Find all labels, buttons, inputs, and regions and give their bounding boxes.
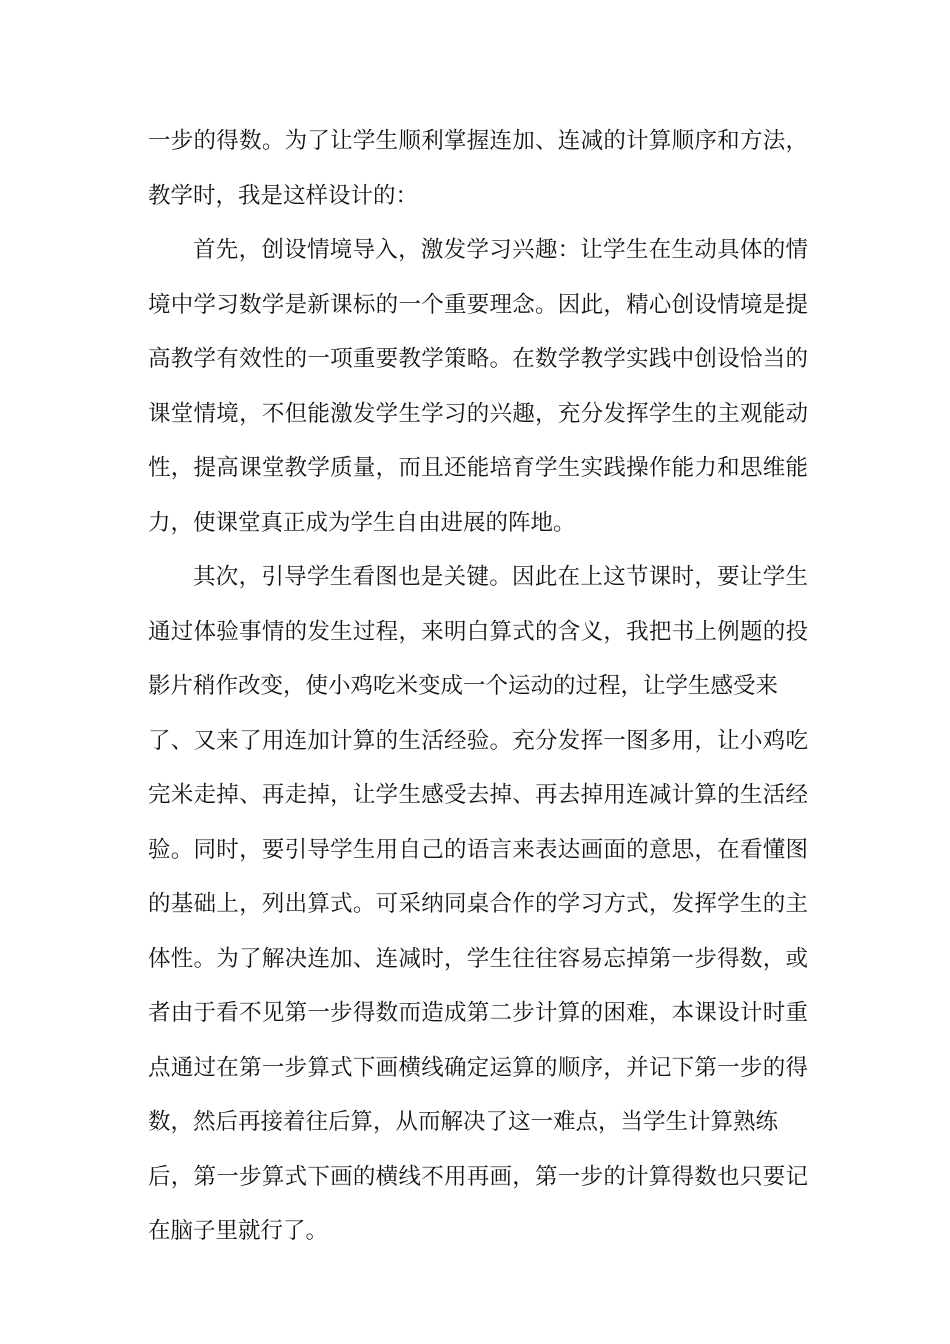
text-line: 验。同时，要引导学生用自己的语言来表达画面的意思，在看懂图 bbox=[148, 836, 808, 863]
text-line: 了、又来了用连加计算的生活经验。充分发挥一图多用，让小鸡吃 bbox=[148, 727, 808, 754]
text-line: 点通过在第一步算式下画横线确定运算的顺序，并记下第一步的得 bbox=[148, 1054, 808, 1081]
text-line: 完米走掉、再走掉，让学生感受去掉、再去掉用连减计算的生活经 bbox=[148, 782, 808, 808]
text-line: 力，使课堂真正成为学生自由进展的阵地。 bbox=[148, 509, 576, 536]
text-line: 体性。为了解决连加、连减时，学生往往容易忘掉第一步得数，或 bbox=[148, 945, 808, 972]
body-text bbox=[148, 118, 808, 1263]
text-line: 境中学习数学是新课标的一个重要理念。因此，精心创设情境是提 bbox=[148, 291, 808, 318]
text-line: 课堂情境，不但能激发学生学习的兴趣，充分发挥学生的主观能动 bbox=[148, 400, 808, 427]
text-line: 教学时，我是这样设计的： bbox=[148, 182, 419, 209]
text-line: 者由于看不见第一步得数而造成第二步计算的困难，本课设计时重 bbox=[148, 1000, 808, 1026]
text-line: 的基础上，列出算式。可采纳同桌合作的学习方式，发挥学生的主 bbox=[148, 891, 808, 917]
text-line: 高教学有效性的一项重要教学策略。在数学教学实践中创设恰当的 bbox=[148, 346, 808, 372]
text-line: 后，第一步算式下画的横线不用再画，第一步的计算得数也只要记 bbox=[148, 1163, 808, 1190]
text-line: 影片稍作改变，使小鸡吃米变成一个运动的过程，让学生感受来 bbox=[148, 673, 779, 699]
text-line: 数，然后再接着往后算，从而解决了这一难点，当学生计算熟练 bbox=[148, 1109, 779, 1135]
text-line: 性，提高课堂教学质量，而且还能培育学生实践操作能力和思维能 bbox=[148, 455, 808, 481]
paragraph-first-line: 其次，引导学生看图也是关键。因此在上这节课时，要让学生 bbox=[193, 564, 808, 590]
paragraph-first-line: 首先，创设情境导入，激发学习兴趣：让学生在生动具体的情 bbox=[193, 237, 808, 263]
text-line: 通过体验事情的发生过程，来明白算式的含义，我把书上例题的投 bbox=[148, 618, 808, 645]
text-line: 一步的得数。为了让学生顺利掌握连加、连减的计算顺序和方法， bbox=[148, 128, 808, 154]
text-line: 在脑子里就行了。 bbox=[148, 1218, 329, 1244]
